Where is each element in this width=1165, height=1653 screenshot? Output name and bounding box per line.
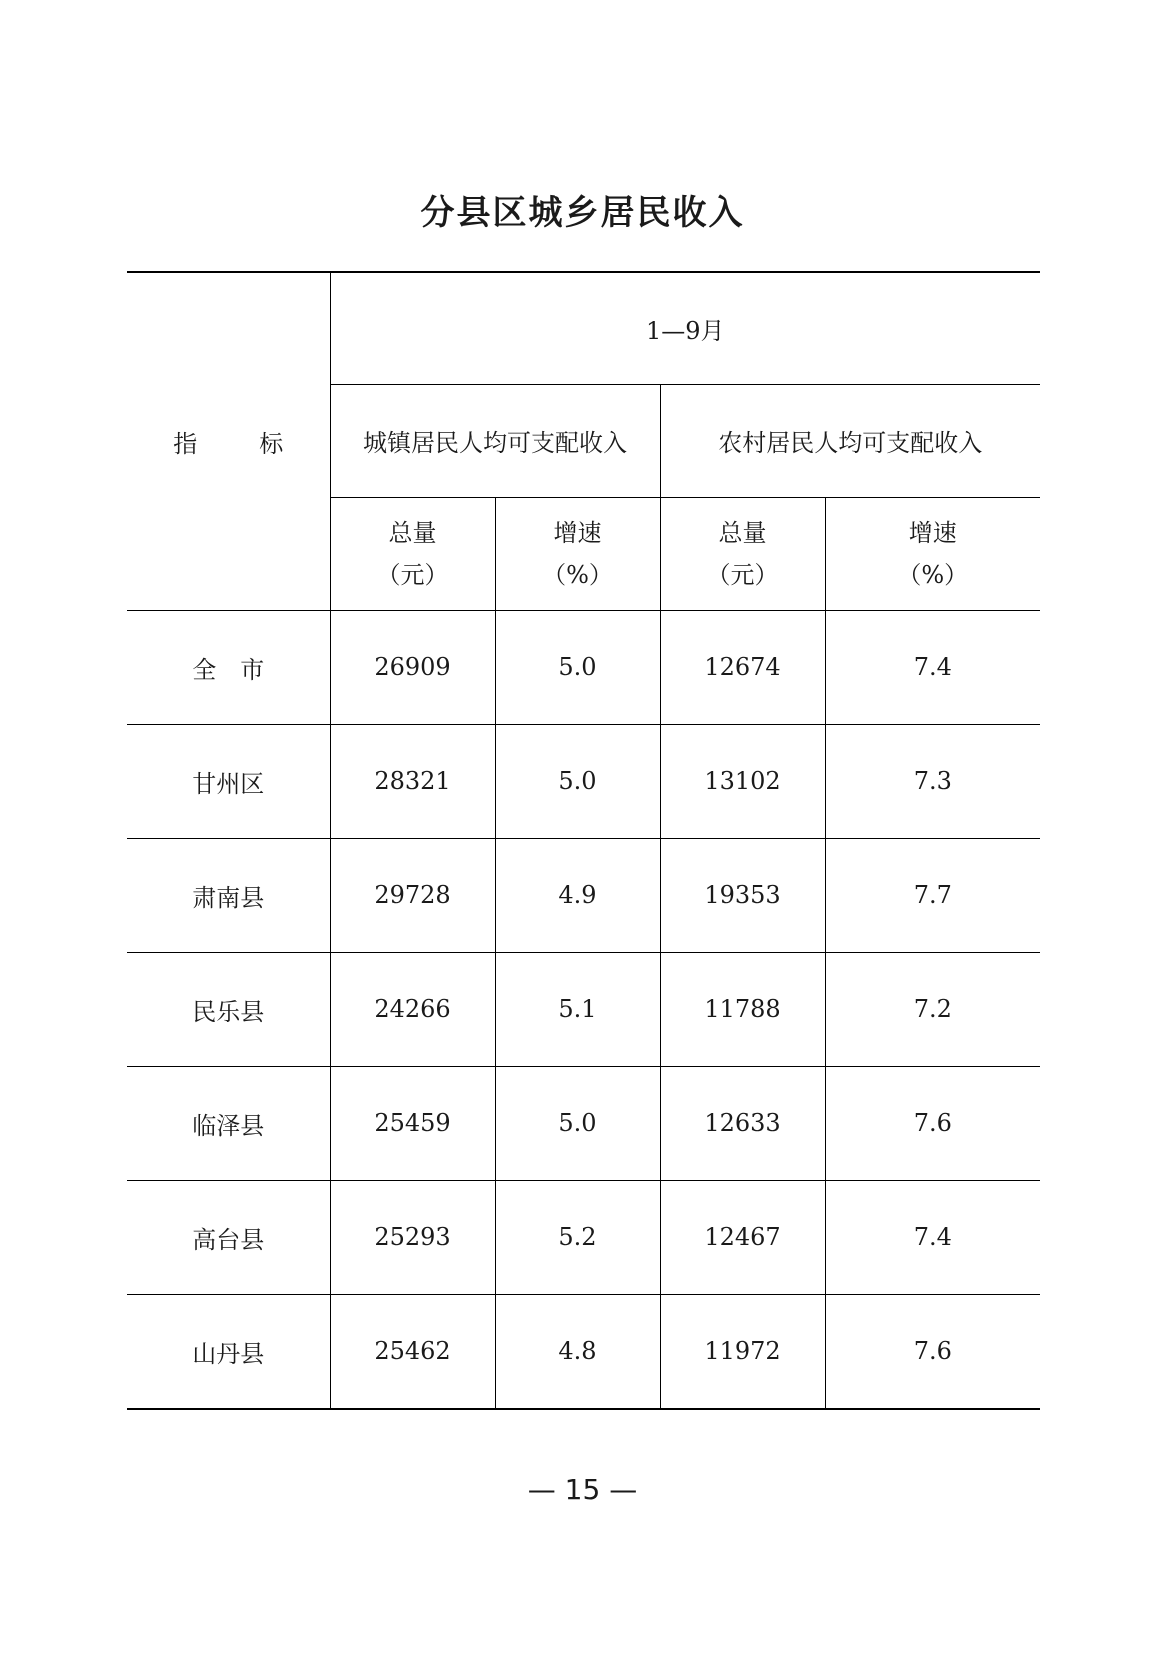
rural-total-cell: 19353 bbox=[660, 838, 825, 952]
urban-total-cell: 24266 bbox=[330, 952, 495, 1066]
table-row bbox=[127, 1294, 1040, 1409]
urban-growth-cell: 4.9 bbox=[495, 838, 660, 952]
table-row bbox=[127, 1180, 1040, 1294]
rural-growth-cell: 7.2 bbox=[825, 952, 1040, 1066]
urban-total-cell: 25462 bbox=[330, 1294, 495, 1409]
rural-growth-header bbox=[825, 497, 1040, 610]
urban-total-label: 总量 bbox=[388, 518, 437, 547]
region-cell: 高台县 bbox=[127, 1180, 330, 1294]
region-cell: 民乐县 bbox=[127, 952, 330, 1066]
rural-growth-cell: 7.4 bbox=[825, 1180, 1040, 1294]
rural-growth-cell: 7.4 bbox=[825, 610, 1040, 724]
rural-total-header bbox=[660, 497, 825, 610]
region-cell: 山丹县 bbox=[127, 1294, 330, 1409]
urban-total-cell: 25459 bbox=[330, 1066, 495, 1180]
rural-total-cell: 13102 bbox=[660, 724, 825, 838]
urban-growth-unit: （%） bbox=[542, 560, 613, 589]
indicator-label-left: 指 bbox=[173, 429, 198, 458]
urban-total-cell: 25293 bbox=[330, 1180, 495, 1294]
urban-income-header: 城镇居民人均可支配收入 bbox=[330, 384, 660, 497]
urban-total-header bbox=[330, 497, 495, 610]
urban-growth-cell: 5.0 bbox=[495, 1066, 660, 1180]
table-row bbox=[127, 610, 1040, 724]
urban-growth-cell: 5.1 bbox=[495, 952, 660, 1066]
region-cell: 临泽县 bbox=[127, 1066, 330, 1180]
urban-total-unit: （元） bbox=[376, 560, 449, 589]
urban-total-cell: 28321 bbox=[330, 724, 495, 838]
region-cell: 甘州区 bbox=[127, 724, 330, 838]
page-title: 分县区城乡居民收入 bbox=[420, 193, 745, 233]
rural-growth-unit: （%） bbox=[897, 560, 969, 589]
rural-total-cell: 11972 bbox=[660, 1294, 825, 1409]
urban-growth-cell: 4.8 bbox=[495, 1294, 660, 1409]
region-cell: 全 市 bbox=[127, 610, 330, 724]
rural-growth-label: 增速 bbox=[908, 518, 957, 547]
table-row bbox=[127, 724, 1040, 838]
rural-growth-cell: 7.6 bbox=[825, 1066, 1040, 1180]
rural-total-label: 总量 bbox=[718, 518, 767, 547]
urban-growth-cell: 5.2 bbox=[495, 1180, 660, 1294]
indicator-label-right: 标 bbox=[259, 429, 284, 458]
rural-income-header: 农村居民人均可支配收入 bbox=[660, 384, 1040, 497]
urban-growth-label: 增速 bbox=[553, 518, 602, 547]
period-header: 1—9月 bbox=[330, 272, 1040, 384]
urban-total-cell: 29728 bbox=[330, 838, 495, 952]
rural-total-cell: 12674 bbox=[660, 610, 825, 724]
table-row bbox=[127, 1066, 1040, 1180]
urban-growth-cell: 5.0 bbox=[495, 610, 660, 724]
table-row bbox=[127, 952, 1040, 1066]
header-row-period bbox=[127, 272, 1040, 384]
rural-growth-cell: 7.3 bbox=[825, 724, 1040, 838]
rural-total-cell: 11788 bbox=[660, 952, 825, 1066]
urban-total-cell: 26909 bbox=[330, 610, 495, 724]
rural-growth-cell: 7.6 bbox=[825, 1294, 1040, 1409]
table-row bbox=[127, 838, 1040, 952]
urban-growth-header bbox=[495, 497, 660, 610]
page-number: — 15 — bbox=[527, 1473, 638, 1506]
indicator-header bbox=[127, 272, 330, 610]
rural-total-cell: 12467 bbox=[660, 1180, 825, 1294]
urban-growth-cell: 5.0 bbox=[495, 724, 660, 838]
rural-total-unit: （元） bbox=[706, 560, 779, 589]
region-cell: 肃南县 bbox=[127, 838, 330, 952]
rural-total-cell: 12633 bbox=[660, 1066, 825, 1180]
rural-growth-cell: 7.7 bbox=[825, 838, 1040, 952]
income-table bbox=[127, 271, 1040, 1410]
